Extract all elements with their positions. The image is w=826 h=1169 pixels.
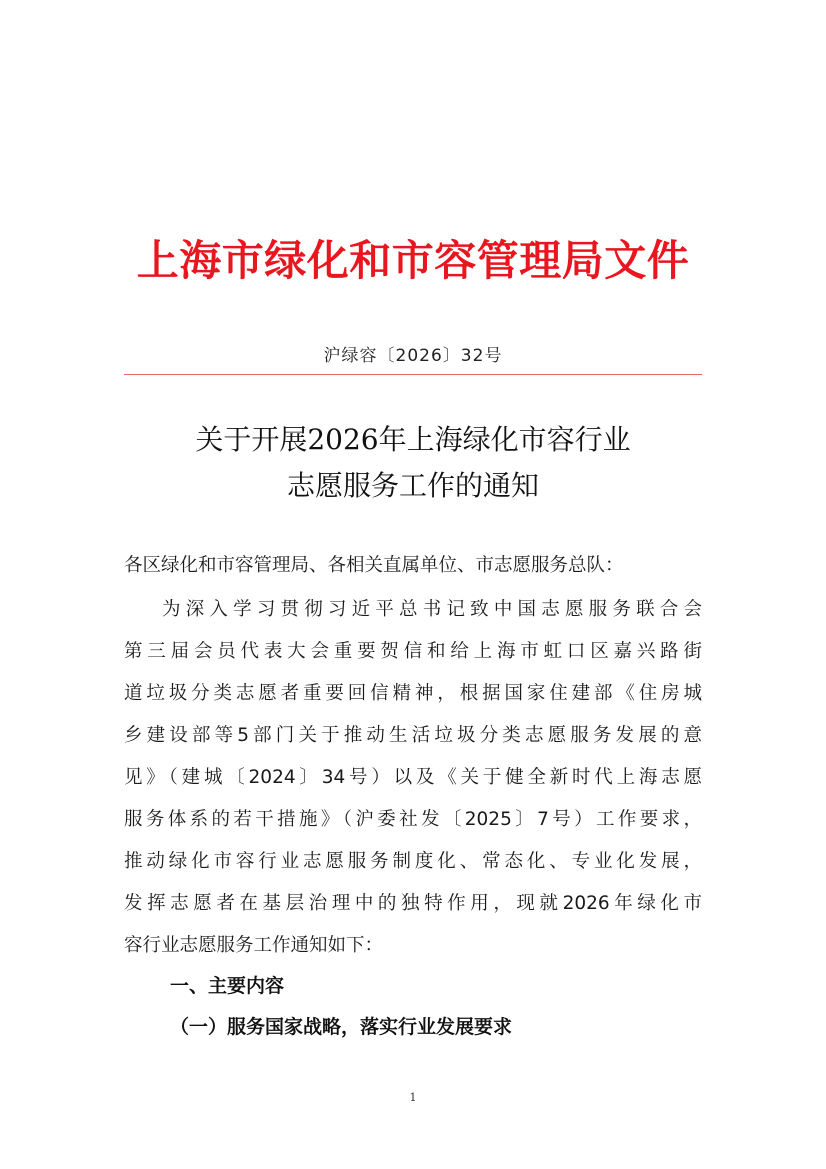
notice-title-line-1: 关于开展2026年上海绿化市容行业 — [195, 423, 631, 456]
paragraph-line: 第三届会员代表大会重要贺信和给上海市虹口区嘉兴路街 — [124, 641, 702, 662]
issuing-authority-header: 上海市绿化和市容管理局文件 — [136, 236, 690, 285]
document-number: 沪绿容〔2026〕32号 — [323, 346, 503, 366]
paragraph-line: 容行业志愿服务工作通知如下： — [124, 935, 384, 956]
paragraph-line: 道垃圾分类志愿者重要回信精神，根据国家住建部《住房城 — [124, 683, 702, 704]
paragraph-line: 乡建设部等5部门关于推动生活垃圾分类志愿服务发展的意 — [124, 725, 702, 746]
paragraph-line: 发挥志愿者在基层治理中的独特作用，现就2026年绿化市 — [124, 893, 702, 914]
page-number: 1 — [409, 1091, 417, 1104]
notice-title-line-2: 志愿服务工作的通知 — [286, 469, 539, 502]
paragraph-line: 为深入学习贯彻习近平总书记致中国志愿服务联合会 — [162, 599, 702, 620]
subsection-heading: （一）服务国家战略，落实行业发展要求 — [170, 1016, 513, 1038]
section-heading: 一、主要内容 — [170, 975, 285, 997]
salutation: 各区绿化和市容管理局、各相关直属单位、市志愿服务总队： — [124, 555, 624, 576]
paragraph-line: 见》（建城〔2024〕34号）以及《关于健全新时代上海志愿 — [124, 767, 702, 788]
paragraph-line: 服务体系的若干措施》（沪委社发〔2025〕7号）工作要求， — [124, 809, 702, 830]
red-separator-line — [124, 374, 702, 375]
paragraph-line: 推动绿化市容行业志愿服务制度化、常态化、专业化发展， — [124, 851, 702, 872]
